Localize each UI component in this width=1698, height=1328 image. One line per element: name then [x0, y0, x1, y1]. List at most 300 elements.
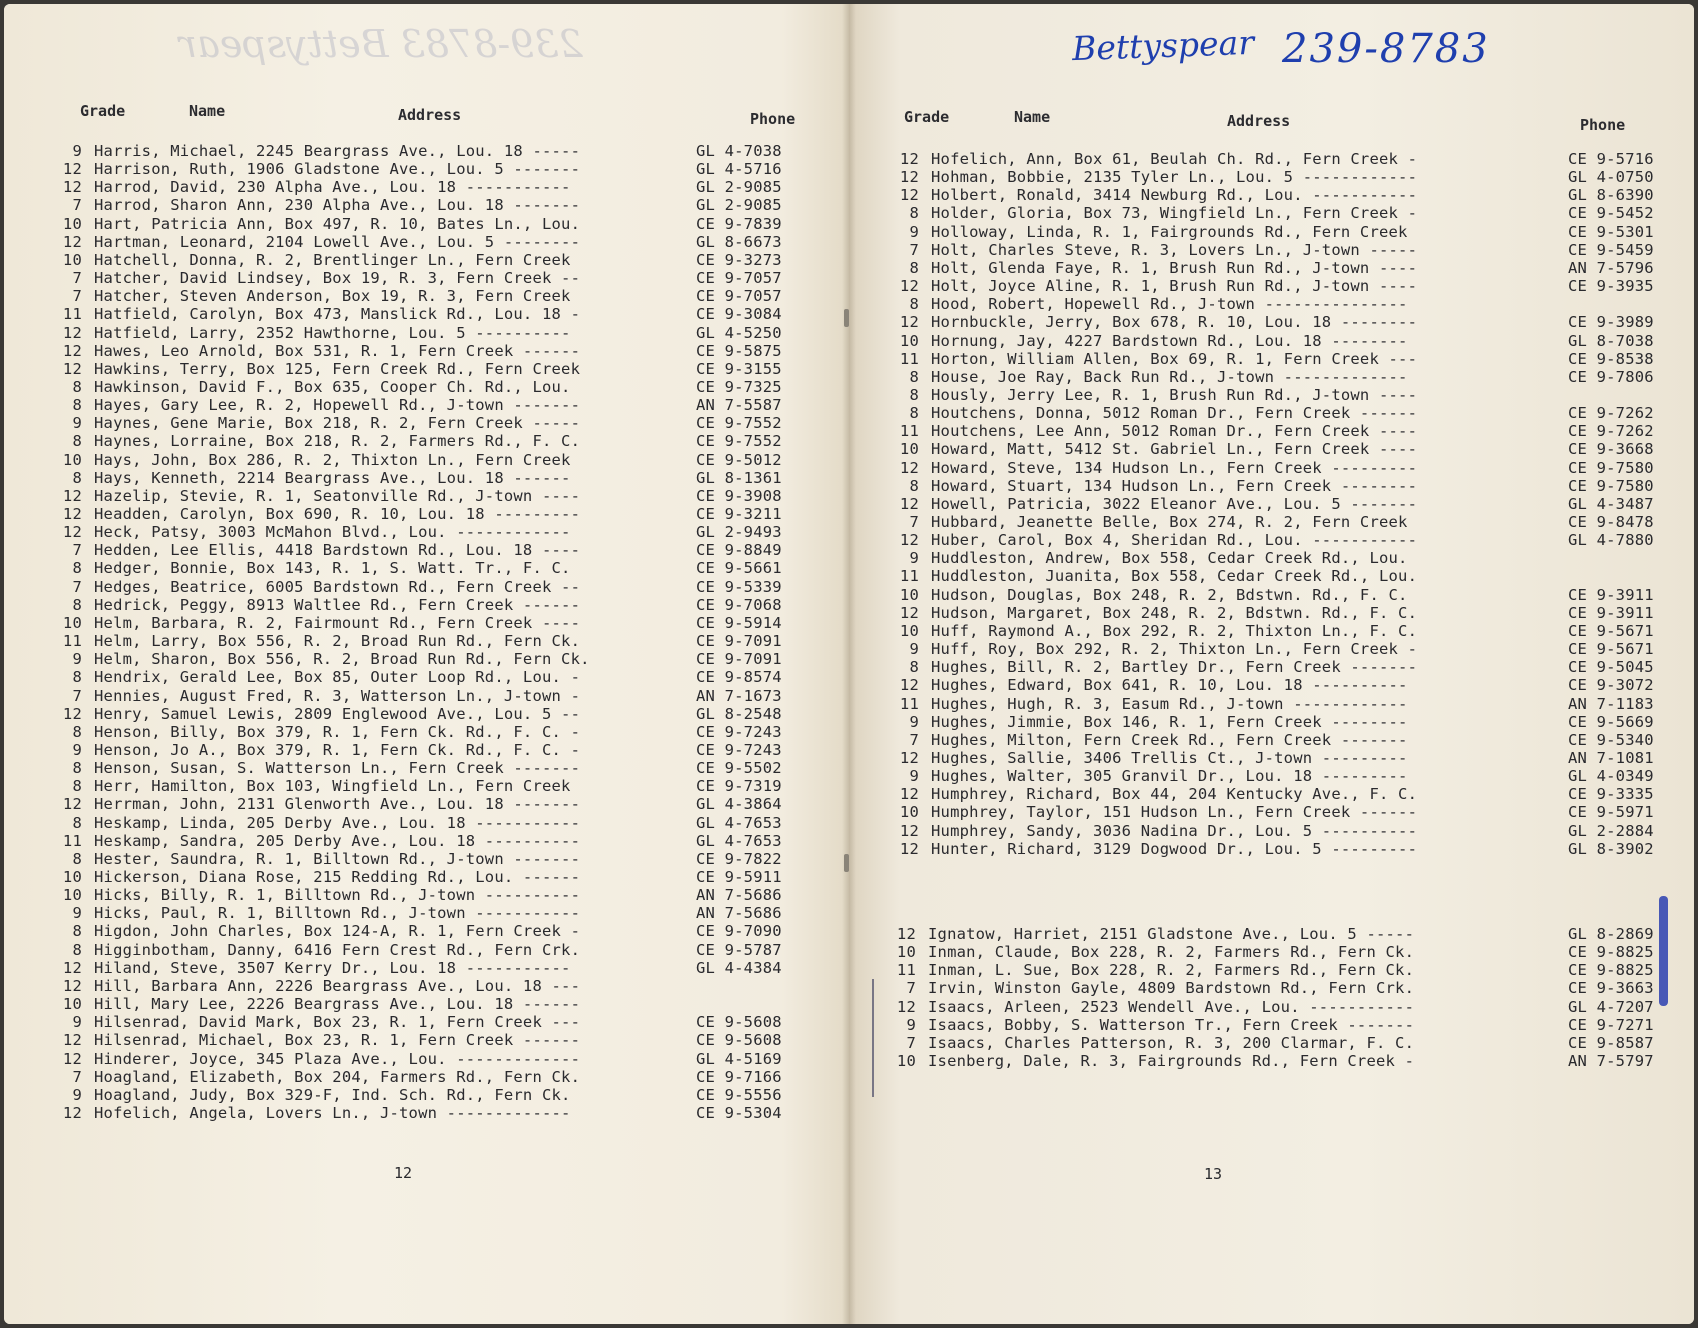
directory-entry: [890, 1016, 1668, 1034]
directory-entry: [56, 215, 796, 233]
entry-name-address: Hofelich, Ann, Box 61, Beulah Ch. Rd., Fern Creek -: [931, 150, 1418, 168]
entry-grade: 8: [909, 385, 919, 404]
directory-entry: [890, 998, 1668, 1016]
entry-name-address: Hedden, Lee Ellis, 4418 Bardstown Rd., Lou. 18 ----: [94, 541, 581, 560]
entry-grade: 12: [62, 1103, 82, 1122]
entry-name-address: House, Joe Ray, Back Run Rd., J-town -------------: [931, 367, 1408, 386]
entry-grade: 9: [909, 640, 919, 659]
directory-entry: [56, 832, 796, 850]
entry-grade: 8: [909, 295, 919, 314]
entry-name-address: Ignatow, Harriet, 2151 Gladstone Ave., Lou. 5 -----: [928, 925, 1415, 943]
entry-phone: AN 7-1081: [1568, 748, 1654, 767]
entry-name-address: Hughes, Milton, Fern Creek Rd., Fern Creek -------: [931, 730, 1408, 749]
directory-entry: [56, 196, 796, 214]
entry-name-address: Huddleston, Andrew, Box 558, Cedar Creek Rd., Lou.: [931, 549, 1408, 568]
entry-phone: CE 9-5045: [1568, 658, 1654, 677]
directory-entry: [890, 943, 1668, 961]
entry-grade: 9: [72, 904, 82, 923]
entry-grade: 7: [72, 196, 82, 215]
directory-entry: [56, 795, 796, 813]
phone-header: Phone: [1580, 116, 1626, 134]
directory-entry: [56, 559, 796, 577]
directory-entry: [893, 803, 1668, 821]
entry-grade: 8: [72, 559, 82, 578]
entry-name-address: Hudson, Margaret, Box 248, R. 2, Bdstwn. Rd., F. C.: [931, 603, 1418, 622]
directory-entry: [56, 233, 796, 251]
entry-grade: 9: [909, 712, 919, 731]
entry-grade: 8: [72, 377, 82, 396]
entry-name-address: Hatfield, Larry, 2352 Hawthorne, Lou. 5 ----------: [94, 323, 571, 342]
entry-phone: CE 9-3335: [1568, 785, 1654, 804]
entry-name-address: Huddleston, Juanita, Box 558, Cedar Creek Rd., Lou.: [931, 567, 1418, 586]
entry-name-address: Hawes, Leo Arnold, Box 531, R. 1, Fern Creek ------: [94, 341, 581, 360]
entry-phone: CE 9-7243: [696, 740, 782, 759]
entry-phone: CE 9-5502: [696, 759, 782, 778]
directory-entry: [56, 1104, 796, 1122]
entry-phone: CE 9-5669: [1568, 712, 1654, 731]
entry-phone: CE 9-7552: [696, 414, 782, 433]
entry-name-address: Howell, Patricia, 3022 Eleanor Ave., Lou. 5 -------: [931, 494, 1418, 513]
entry-phone: GL 4-5716: [696, 160, 782, 179]
directory-entry: [56, 868, 796, 886]
entry-grade: 11: [62, 632, 82, 651]
directory-entry: [890, 1052, 1668, 1070]
entry-grade: 8: [72, 759, 82, 778]
entry-phone: CE 9-5608: [696, 1013, 782, 1032]
entry-name-address: Hawkinson, David F., Box 635, Cooper Ch. Rd., Lou.: [94, 377, 571, 396]
entry-grade: 12: [899, 458, 919, 477]
entry-grade: 12: [896, 997, 916, 1016]
directory-entry: [56, 922, 796, 940]
entry-name-address: Hicks, Billy, R. 1, Billtown Rd., J-town ----------: [94, 886, 581, 905]
entry-name-address: Hedges, Beatrice, 6005 Bardstown Rd., Fern Creek --: [94, 577, 581, 596]
directory-entry: [893, 168, 1668, 186]
entry-phone: GL 8-1361: [696, 468, 782, 487]
entry-grade: 8: [72, 432, 82, 451]
entry-name-address: Henson, Susan, S. Watterson Ln., Fern Creek -------: [94, 759, 581, 778]
entry-name-address: Holt, Glenda Faye, R. 1, Brush Run Rd., J-town ----: [931, 258, 1418, 277]
entry-grade: 12: [896, 925, 916, 943]
entry-grade: 12: [62, 505, 82, 523]
entry-phone: CE 9-7319: [696, 777, 782, 796]
entry-name-address: Hatcher, Steven Anderson, Box 19, R. 3, Fern Creek: [94, 287, 571, 306]
entry-grade: 12: [62, 1049, 82, 1068]
handwritten-phone: 239-8783: [1282, 26, 1490, 72]
entry-grade: 8: [72, 813, 82, 832]
entry-grade: 9: [909, 767, 919, 786]
entry-phone: CE 9-5304: [696, 1103, 782, 1122]
entry-phone: CE 9-7580: [1568, 476, 1654, 495]
entry-phone: CE 9-7262: [1568, 404, 1654, 423]
entry-phone: CE 9-5661: [696, 559, 782, 578]
entry-grade: 7: [72, 1067, 82, 1086]
entry-name-address: Hughes, Bill, R. 2, Bartley Dr., Fern Creek -------: [931, 658, 1418, 677]
entry-phone: CE 9-7806: [1568, 367, 1654, 386]
directory-entry: [56, 959, 796, 977]
entry-phone: GL 8-7038: [1568, 331, 1654, 350]
entry-name-address: Hohman, Bobbie, 2135 Tyler Ln., Lou. 5 ------------: [931, 168, 1418, 187]
entry-grade: 7: [72, 287, 82, 306]
entry-phone: CE 9-5716: [1568, 150, 1654, 168]
entry-grade: 10: [899, 440, 919, 459]
entry-phone: CE 9-3273: [696, 250, 782, 269]
directory-entry: [56, 886, 796, 904]
entry-name-address: Harris, Michael, 2245 Beargrass Ave., Lou. 18 -----: [94, 142, 581, 160]
entry-name-address: Hughes, Sallie, 3406 Trellis Ct., J-town ---------: [931, 748, 1408, 767]
entry-name-address: Herr, Hamilton, Box 103, Wingfield Ln., Fern Creek: [94, 777, 571, 796]
entry-name-address: Houtchens, Donna, 5012 Roman Dr., Fern Creek ------: [931, 404, 1418, 423]
entry-name-address: Huff, Raymond A., Box 292, R. 2, Thixton Ln., F. C.: [931, 621, 1418, 640]
entry-name-address: Hayes, Gary Lee, R. 2, Hopewell Rd., J-town -------: [94, 396, 581, 415]
directory-entry: [893, 404, 1668, 422]
entry-grade: 11: [899, 694, 919, 713]
entry-name-address: Hart, Patricia Ann, Box 497, R. 10, Bates Ln., Lou.: [94, 214, 581, 233]
directory-entry: [893, 332, 1668, 350]
entry-phone: CE 9-5556: [696, 1085, 782, 1104]
directory-entry: [893, 713, 1668, 731]
entry-phone: CE 9-7091: [696, 632, 782, 651]
entry-phone: AN 7-5796: [1568, 258, 1654, 277]
entry-name-address: Higginbotham, Danny, 6416 Fern Crest Rd., Fern Crk.: [94, 940, 581, 959]
directory-entry: [56, 850, 796, 868]
name-header: Name: [1014, 108, 1051, 126]
entry-phone: CE 9-5671: [1568, 640, 1654, 659]
directory-entry: [56, 723, 796, 741]
entry-name-address: Hubbard, Jeanette Belle, Box 274, R. 2, Fern Creek: [931, 513, 1408, 531]
directory-entry: [893, 604, 1668, 622]
entry-grade: 7: [72, 541, 82, 560]
entry-name-address: Heskamp, Sandra, 205 Derby Ave., Lou. 18 ----------: [94, 831, 581, 850]
entry-phone: GL 4-4384: [696, 958, 782, 977]
entry-grade: 10: [899, 331, 919, 350]
entry-phone: GL 4-0750: [1568, 168, 1654, 187]
entry-phone: GL 4-7038: [696, 142, 782, 160]
entry-grade: 8: [909, 658, 919, 677]
handwritten-name: Bettyspear: [1071, 22, 1255, 69]
book-gutter: [842, 4, 856, 1324]
entry-grade: 12: [899, 785, 919, 804]
directory-entry: [890, 925, 1668, 943]
directory-entry: [893, 368, 1668, 386]
entry-grade: 10: [62, 214, 82, 233]
directory-entry: [56, 287, 796, 305]
directory-entry: [893, 295, 1668, 313]
entry-grade: 9: [72, 1085, 82, 1104]
entry-name-address: Holder, Gloria, Box 73, Wingfield Ln., Fern Creek -: [931, 204, 1418, 223]
entry-phone: CE 9-5914: [696, 613, 782, 632]
entry-phone: CE 9-8538: [1568, 349, 1654, 368]
entry-phone: CE 9-8587: [1568, 1033, 1654, 1052]
entry-phone: CE 9-8825: [1568, 961, 1654, 980]
entry-name-address: Holt, Charles Steve, R. 3, Lovers Ln., J-town -----: [931, 240, 1418, 259]
entry-phone: CE 9-3084: [696, 305, 782, 324]
entry-grade: 12: [899, 168, 919, 187]
grade-header: Grade: [80, 102, 126, 120]
entry-name-address: Holbert, Ronald, 3414 Newburg Rd., Lou. -----------: [931, 186, 1418, 205]
entry-phone: CE 9-5339: [696, 577, 782, 596]
entry-grade: 10: [896, 1052, 916, 1071]
entry-phone: GL 4-3864: [696, 795, 782, 814]
entry-grade: 12: [62, 359, 82, 378]
entry-grade: 9: [72, 740, 82, 759]
entry-phone: CE 9-5971: [1568, 803, 1654, 822]
entry-phone: CE 9-8478: [1568, 513, 1654, 531]
entry-phone: CE 9-7580: [1568, 458, 1654, 477]
directory-entry: [56, 995, 796, 1013]
entry-grade: 8: [72, 668, 82, 687]
entry-grade: 7: [72, 686, 82, 705]
directory-entry: [893, 513, 1668, 531]
entry-phone: CE 9-7271: [1568, 1015, 1654, 1034]
directory-entry: [56, 178, 796, 196]
directory-entry: [893, 731, 1668, 749]
entry-grade: 8: [909, 404, 919, 423]
entry-grade: 7: [909, 730, 919, 749]
entry-name-address: Hilsenrad, Michael, Box 23, R. 1, Fern Creek ------: [94, 1031, 581, 1050]
entry-phone: CE 9-3935: [1568, 277, 1654, 296]
entry-phone: AN 7-1183: [1568, 694, 1654, 713]
entry-grade: 7: [909, 513, 919, 531]
entry-name-address: Holloway, Linda, R. 1, Fairgrounds Rd., Fern Creek: [931, 222, 1408, 241]
entry-phone: GL 4-7207: [1568, 997, 1654, 1016]
directory-entry: [893, 186, 1668, 204]
directory-entry: [56, 324, 796, 342]
directory-entry: [56, 759, 796, 777]
pen-margin-line: [872, 979, 874, 1097]
entry-phone: CE 9-3668: [1568, 440, 1654, 459]
entry-phone: GL 4-7880: [1568, 531, 1654, 550]
page-number: 12: [394, 1164, 413, 1182]
entry-name-address: Howard, Steve, 134 Hudson Ln., Fern Creek ---------: [931, 458, 1418, 477]
directory-entry: [56, 941, 796, 959]
entry-grade: 12: [62, 323, 82, 342]
directory-entry: [893, 459, 1668, 477]
entry-name-address: Inman, Claude, Box 228, R. 2, Farmers Rd., Fern Ck.: [928, 943, 1415, 962]
directory-entry: [56, 596, 796, 614]
directory-entry: [56, 541, 796, 559]
entry-phone: CE 9-3155: [696, 359, 782, 378]
entry-grade: 12: [62, 341, 82, 360]
entry-name-address: Hedrick, Peggy, 8913 Waltlee Rd., Fern Creek ------: [94, 595, 581, 614]
directory-entry: [56, 342, 796, 360]
directory-entry: [56, 396, 796, 414]
entry-grade: 12: [899, 821, 919, 840]
entry-grade: 11: [899, 349, 919, 368]
entry-name-address: Hennies, August Fred, R. 3, Watterson Ln., J-town -: [94, 686, 581, 705]
entry-grade: 7: [72, 577, 82, 596]
entry-name-address: Horton, William Allen, Box 69, R. 1, Fern Creek ---: [931, 349, 1418, 368]
directory-entry: [56, 269, 796, 287]
entry-name-address: Hornung, Jay, 4227 Bardstown Rd., Lou. 18 --------: [931, 331, 1408, 350]
entry-name-address: Holt, Joyce Aline, R. 1, Brush Run Rd., J-town ----: [931, 277, 1418, 296]
entry-phone: CE 9-3072: [1568, 676, 1654, 695]
entry-grade: 12: [899, 748, 919, 767]
entry-phone: CE 9-5452: [1568, 204, 1654, 223]
directory-entry: [893, 622, 1668, 640]
entry-phone: CE 9-3663: [1568, 979, 1654, 998]
entry-phone: CE 9-5875: [696, 341, 782, 360]
entry-grade: 10: [62, 613, 82, 632]
entry-name-address: Harrod, David, 230 Alpha Ave., Lou. 18 -----------: [94, 178, 571, 197]
entry-grade: 12: [899, 531, 919, 550]
directory-entry: [893, 749, 1668, 767]
entry-name-address: Henson, Jo A., Box 379, R. 1, Fern Ck. Rd., F. C. -: [94, 740, 581, 759]
entry-grade: 11: [899, 422, 919, 441]
right-column-headers: [904, 108, 1664, 134]
entry-name-address: Howard, Matt, 5412 St. Gabriel Ln., Fern Creek ----: [931, 440, 1418, 459]
entry-name-address: Hays, John, Box 286, R. 2, Thixton Ln., Fern Creek: [94, 450, 571, 469]
entry-name-address: Huber, Carol, Box 4, Sheridan Rd., Lou. -----------: [931, 531, 1418, 550]
entry-name-address: Headden, Carolyn, Box 690, R. 10, Lou. 18 ---------: [94, 505, 581, 523]
directory-entry: [56, 687, 796, 705]
directory-entry: [893, 767, 1668, 785]
directory-entry: [890, 1034, 1668, 1052]
entry-name-address: Hill, Barbara Ann, 2226 Beargrass Ave., Lou. 18 ---: [94, 976, 581, 995]
directory-entry: [893, 586, 1668, 604]
entry-name-address: Hood, Robert, Hopewell Rd., J-town ---------------: [931, 295, 1408, 314]
entry-name-address: Hilsenrad, David Mark, Box 23, R. 1, Fern Creek ---: [94, 1013, 581, 1032]
entry-name-address: Haynes, Gene Marie, Box 218, R. 2, Fern Creek -----: [94, 414, 581, 433]
entry-grade: 9: [72, 1013, 82, 1032]
entry-grade: 12: [899, 603, 919, 622]
entry-grade: 10: [62, 450, 82, 469]
entry-name-address: Hatchell, Donna, R. 2, Brentlinger Ln., Fern Creek: [94, 250, 571, 269]
entry-name-address: Inman, L. Sue, Box 228, R. 2, Farmers Rd., Fern Ck.: [928, 961, 1415, 980]
entry-grade: 12: [62, 958, 82, 977]
entry-grade: 8: [72, 922, 82, 941]
entry-name-address: Hornbuckle, Jerry, Box 678, R. 10, Lou. 18 --------: [931, 313, 1418, 332]
entry-grade: 12: [899, 676, 919, 695]
entry-grade: 12: [899, 839, 919, 858]
directory-entry: [893, 495, 1668, 513]
entry-name-address: Houtchens, Lee Ann, 5012 Roman Dr., Fern Creek ----: [931, 422, 1418, 441]
directory-entry: [893, 549, 1668, 567]
entry-grade: 12: [62, 232, 82, 251]
directory-entry: [890, 979, 1668, 997]
entry-name-address: Hartman, Leonard, 2104 Lowell Ave., Lou. 5 --------: [94, 232, 581, 251]
phone-header: Phone: [750, 110, 796, 128]
entry-phone: CE 9-8849: [696, 541, 782, 560]
entry-phone: CE 9-7057: [696, 287, 782, 306]
directory-entry: [56, 650, 796, 668]
entry-name-address: Hughes, Walter, 305 Granvil Dr., Lou. 18 ---------: [931, 767, 1408, 786]
directory-entry: [56, 578, 796, 596]
entry-grade: 10: [896, 943, 916, 962]
entry-phone: CE 9-7262: [1568, 422, 1654, 441]
entry-name-address: Hedger, Bonnie, Box 143, R. 1, S. Watt. Tr., F. C.: [94, 559, 571, 578]
grade-header: Grade: [904, 108, 950, 126]
directory-entry: [56, 160, 796, 178]
address-header: Address: [398, 106, 462, 124]
entry-grade: 7: [906, 979, 916, 998]
directory-entry: [56, 977, 796, 995]
directory-entry: [893, 840, 1668, 858]
entry-name-address: Heck, Patsy, 3003 McMahon Blvd., Lou. ------------: [94, 523, 571, 542]
entry-phone: AN 7-5587: [696, 396, 782, 415]
entry-grade: 8: [909, 204, 919, 223]
entry-phone: CE 9-8574: [696, 668, 782, 687]
entry-grade: 12: [62, 976, 82, 995]
entry-name-address: Henry, Samuel Lewis, 2809 Englewood Ave., Lou. 5 --: [94, 704, 581, 723]
bleed-through-handwriting: 239-8783 Bettyspear: [179, 22, 583, 66]
directory-entry: [893, 386, 1668, 404]
directory-entry: [56, 451, 796, 469]
entry-phone: GL 8-6673: [696, 232, 782, 251]
entry-grade: 10: [62, 995, 82, 1014]
entry-name-address: Higdon, John Charles, Box 124-A, R. 1, Fern Creek -: [94, 922, 581, 941]
staple-top: [844, 309, 849, 327]
entry-grade: 10: [899, 585, 919, 604]
entry-grade: 8: [909, 258, 919, 277]
entry-grade: 8: [909, 476, 919, 495]
address-header: Address: [1227, 112, 1291, 130]
entry-phone: GL 4-7653: [696, 831, 782, 850]
entry-name-address: Hays, Kenneth, 2214 Beargrass Ave., Lou. 18 ------: [94, 468, 571, 487]
entry-name-address: Hously, Jerry Lee, R. 1, Brush Run Rd., J-town ----: [931, 385, 1418, 404]
entry-grade: 12: [899, 150, 919, 168]
entry-grade: 12: [899, 186, 919, 205]
entry-name-address: Heskamp, Linda, 205 Derby Ave., Lou. 18 -----------: [94, 813, 581, 832]
entry-name-address: Hughes, Hugh, R. 3, Easum Rd., J-town ------------: [931, 694, 1408, 713]
entry-grade: 9: [909, 549, 919, 568]
entry-phone: GL 8-2548: [696, 704, 782, 723]
entry-phone: GL 8-2869: [1568, 925, 1654, 943]
entry-name-address: Hicks, Paul, R. 1, Billtown Rd., J-town -----------: [94, 904, 581, 923]
entry-name-address: Helm, Larry, Box 556, R. 2, Broad Run Rd., Fern Ck.: [94, 632, 581, 651]
directory-entry: [56, 741, 796, 759]
directory-entry: [893, 477, 1668, 495]
directory-entry: [893, 695, 1668, 713]
entry-phone: CE 9-7091: [696, 650, 782, 669]
directory-entry: [56, 777, 796, 795]
entry-grade: 10: [62, 868, 82, 886]
entry-name-address: Hughes, Jimmie, Box 146, R. 1, Fern Creek --------: [931, 712, 1408, 731]
directory-entry: [893, 658, 1668, 676]
entry-phone: CE 9-5301: [1568, 222, 1654, 241]
entry-phone: CE 9-5787: [696, 940, 782, 959]
entry-grade: 12: [62, 486, 82, 505]
entry-name-address: Humphrey, Sandy, 3036 Nadina Dr., Lou. 5 ----------: [931, 821, 1418, 840]
entry-phone: GL 4-0349: [1568, 767, 1654, 786]
entry-grade: 12: [62, 523, 82, 542]
entry-phone: GL 2-2884: [1568, 821, 1654, 840]
entry-name-address: Isaacs, Bobby, S. Watterson Tr., Fern Creek -------: [928, 1015, 1415, 1034]
directory-entry: [56, 1031, 796, 1049]
entry-grade: 8: [72, 468, 82, 487]
directory-entry: [893, 676, 1668, 694]
entry-phone: CE 9-3911: [1568, 585, 1654, 604]
directory-entry: [56, 360, 796, 378]
entry-name-address: Hazelip, Stevie, R. 1, Seatonville Rd., J-town ----: [94, 486, 581, 505]
directory-entry: [893, 822, 1668, 840]
entry-grade: 11: [62, 305, 82, 324]
directory-entry: [56, 632, 796, 650]
directory-entry: [56, 904, 796, 922]
entry-phone: CE 9-5911: [696, 868, 782, 886]
entry-phone: CE 9-5608: [696, 1031, 782, 1050]
entry-name-address: Hoagland, Elizabeth, Box 204, Farmers Rd., Fern Ck.: [94, 1067, 581, 1086]
entry-grade: 7: [906, 1033, 916, 1052]
directory-entry: [56, 505, 796, 523]
entry-name-address: Hughes, Edward, Box 641, R. 10, Lou. 18 ----------: [931, 676, 1408, 695]
entry-phone: CE 9-7552: [696, 432, 782, 451]
entry-grade: 12: [62, 795, 82, 814]
directory-entry: [56, 487, 796, 505]
directory-entry: [893, 204, 1668, 222]
entry-phone: GL 2-9085: [696, 178, 782, 197]
entry-name-address: Hinderer, Joyce, 345 Plaza Ave., Lou. -------------: [94, 1049, 581, 1068]
entry-phone: CE 9-7822: [696, 849, 782, 868]
